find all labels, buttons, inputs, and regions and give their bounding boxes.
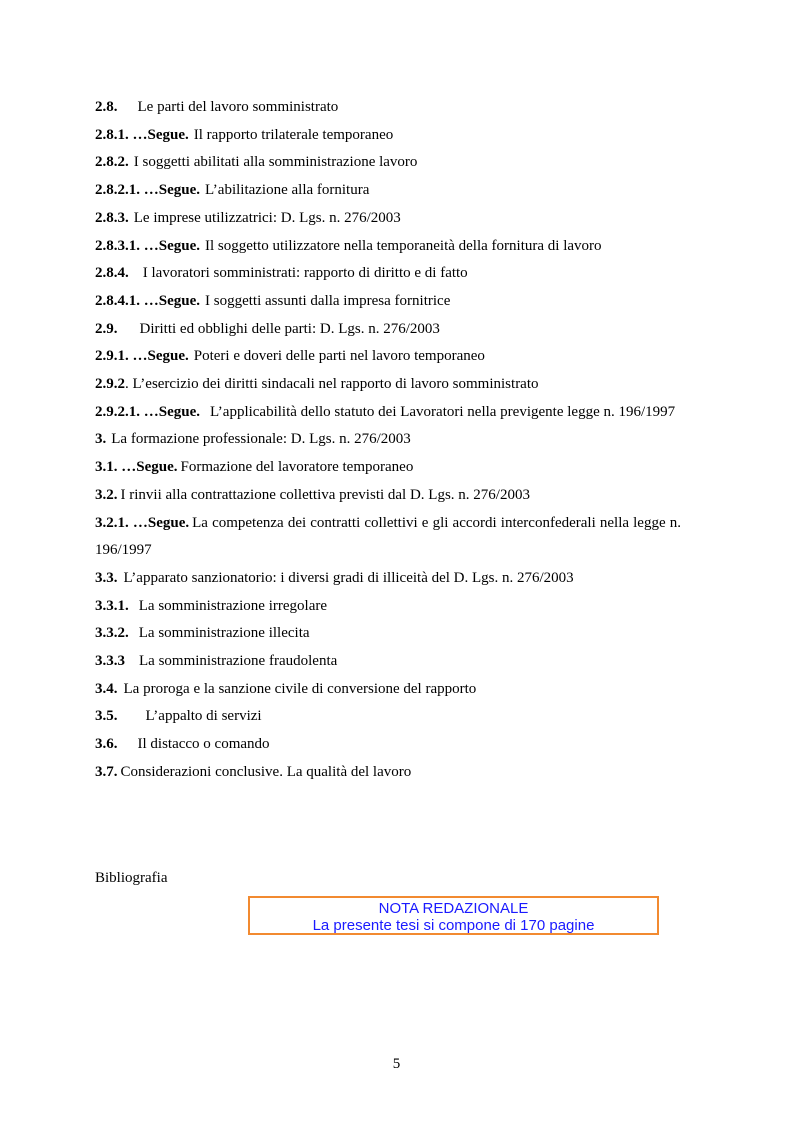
toc-entry <box>95 482 681 510</box>
toc-entry-number: 2.8.2.1. … <box>95 182 159 199</box>
toc-entry-segue: Segue. <box>158 403 200 420</box>
toc-entry-number: 3.2.1. … <box>95 514 148 531</box>
toc-entry <box>95 676 681 704</box>
toc-entry-number: 2.8.1. … <box>95 126 148 143</box>
toc-entry <box>95 703 681 731</box>
toc-entry <box>95 371 681 399</box>
toc-entry <box>95 565 681 593</box>
toc-entry-title: . L’esercizio dei diritti sindacali nel rapporto di lavoro somministrato <box>125 376 539 393</box>
toc-entry-number: 3.3.2. <box>95 625 129 642</box>
toc-entry-title: I soggetti assunti dalla impresa fornitrice <box>205 292 451 309</box>
toc-entry-title: L’appalto di servizi <box>145 708 262 725</box>
toc-entry-number: 2.8. <box>95 99 118 115</box>
toc-entry-title: La somministrazione fraudolenta <box>139 653 338 670</box>
toc-entry-title: Formazione del lavoratore temporaneo <box>180 459 414 476</box>
toc-entry-number: 3. <box>95 431 107 448</box>
toc-entry-number: 2.8.4.1. … <box>95 292 159 309</box>
toc-entry <box>95 94 681 122</box>
toc-entry <box>95 205 681 233</box>
bibliography-heading: Bibliografia <box>95 870 168 886</box>
toc-entry <box>95 593 681 621</box>
toc-entry-title: La proroga e la sanzione civile di conversione del rapporto <box>123 680 477 697</box>
toc-entry-title: Diritti ed obblighi delle parti: D. Lgs. n. 276/2003 <box>139 320 440 337</box>
toc-entry-title: Il rapporto trilaterale temporaneo <box>193 126 394 143</box>
toc-entry-number: 3.1. … <box>95 459 137 476</box>
toc-entry-segue: Segue. <box>147 348 189 365</box>
toc-entry <box>95 510 681 565</box>
editorial-note-box <box>248 896 659 935</box>
toc-entry-segue: Segue. <box>136 459 178 476</box>
toc-entry <box>95 399 681 427</box>
toc-entry <box>95 122 681 150</box>
table-of-contents <box>95 94 681 787</box>
toc-entry-title: Le imprese utilizzatrici: D. Lgs. n. 276/2003 <box>133 209 401 226</box>
toc-entry-title: L’applicabilità dello statuto dei Lavoratori nella previgente legge n. 196/1997 <box>210 403 676 420</box>
toc-entry <box>95 343 681 371</box>
toc-entry-number: 2.9.2.1. … <box>95 403 159 420</box>
toc-entry <box>95 620 681 648</box>
toc-entry-title: La competenza dei contratti collettivi e gli accordi interconfederali nella legge n. 196/1997 <box>95 514 681 559</box>
toc-entry-number: 3.7. <box>95 763 118 780</box>
editorial-note-title: NOTA REDAZIONALE <box>378 900 529 917</box>
toc-entry-title: La somministrazione illecita <box>138 625 310 642</box>
toc-entry-title: I soggetti abilitati alla somministrazione lavoro <box>133 154 418 171</box>
toc-entry <box>95 731 681 759</box>
toc-entry-number: 2.8.3.1. … <box>95 237 159 254</box>
toc-entry-title: Poteri e doveri delle parti nel lavoro temporaneo <box>193 348 485 365</box>
toc-entry-segue: Segue. <box>158 182 200 199</box>
toc-entry <box>95 759 681 787</box>
toc-entry-number: 3.5. <box>95 708 118 725</box>
editorial-note-text: La presente tesi si compone di 170 pagine <box>312 917 595 934</box>
toc-entry-title: La formazione professionale: D. Lgs. n. 276/2003 <box>111 431 411 448</box>
toc-entry-title: Il soggetto utilizzatore nella temporaneità della fornitura di lavoro <box>205 237 602 254</box>
toc-entry-title: Le parti del lavoro somministrato <box>137 99 339 115</box>
toc-entry-number: 3.3.1. <box>95 597 129 614</box>
toc-entry-title: I rinvii alla contrattazione collettiva previsti dal D. Lgs. n. 276/2003 <box>120 486 530 503</box>
toc-entry-title: L’apparato sanzionatorio: i diversi gradi di illiceità del D. Lgs. n. 276/2003 <box>123 569 574 586</box>
toc-entry-number: 3.3. <box>95 569 118 586</box>
toc-entry-title: Considerazioni conclusive. La qualità del lavoro <box>120 763 412 780</box>
toc-entry <box>95 316 681 344</box>
toc-entry-segue: Segue. <box>158 292 200 309</box>
toc-entry <box>95 648 681 676</box>
toc-entry-number: 2.8.4. <box>95 265 129 282</box>
toc-entry-number: 2.9.2 <box>95 376 125 393</box>
toc-entry <box>95 233 681 261</box>
toc-entry <box>95 426 681 454</box>
toc-entry <box>95 454 681 482</box>
toc-entry-number: 3.4. <box>95 680 118 697</box>
toc-entry-number: 2.8.2. <box>95 154 129 171</box>
toc-entry-title: L’abilitazione alla fornitura <box>205 182 370 199</box>
toc-entry-title: Il distacco o comando <box>137 736 270 753</box>
toc-entry-segue: Segue. <box>147 514 190 531</box>
toc-entry <box>95 149 681 177</box>
toc-entry-number: 2.8.3. <box>95 209 129 226</box>
toc-entry-segue: Segue. <box>158 237 200 254</box>
toc-entry-number: 2.9. <box>95 320 118 337</box>
toc-entry-title: La somministrazione irregolare <box>138 597 328 614</box>
toc-entry <box>95 288 681 316</box>
toc-entry <box>95 177 681 205</box>
toc-entry-segue: Segue. <box>147 126 189 143</box>
toc-entry-number: 2.9.1. … <box>95 348 148 365</box>
toc-entry-title: I lavoratori somministrati: rapporto di diritto e di fatto <box>142 265 468 282</box>
toc-entry-number: 3.3.3 <box>95 653 125 670</box>
page-number: 5 <box>392 1056 401 1072</box>
toc-entry-number: 3.2. <box>95 486 118 503</box>
toc-entry-number: 3.6. <box>95 736 118 753</box>
toc-entry <box>95 260 681 288</box>
